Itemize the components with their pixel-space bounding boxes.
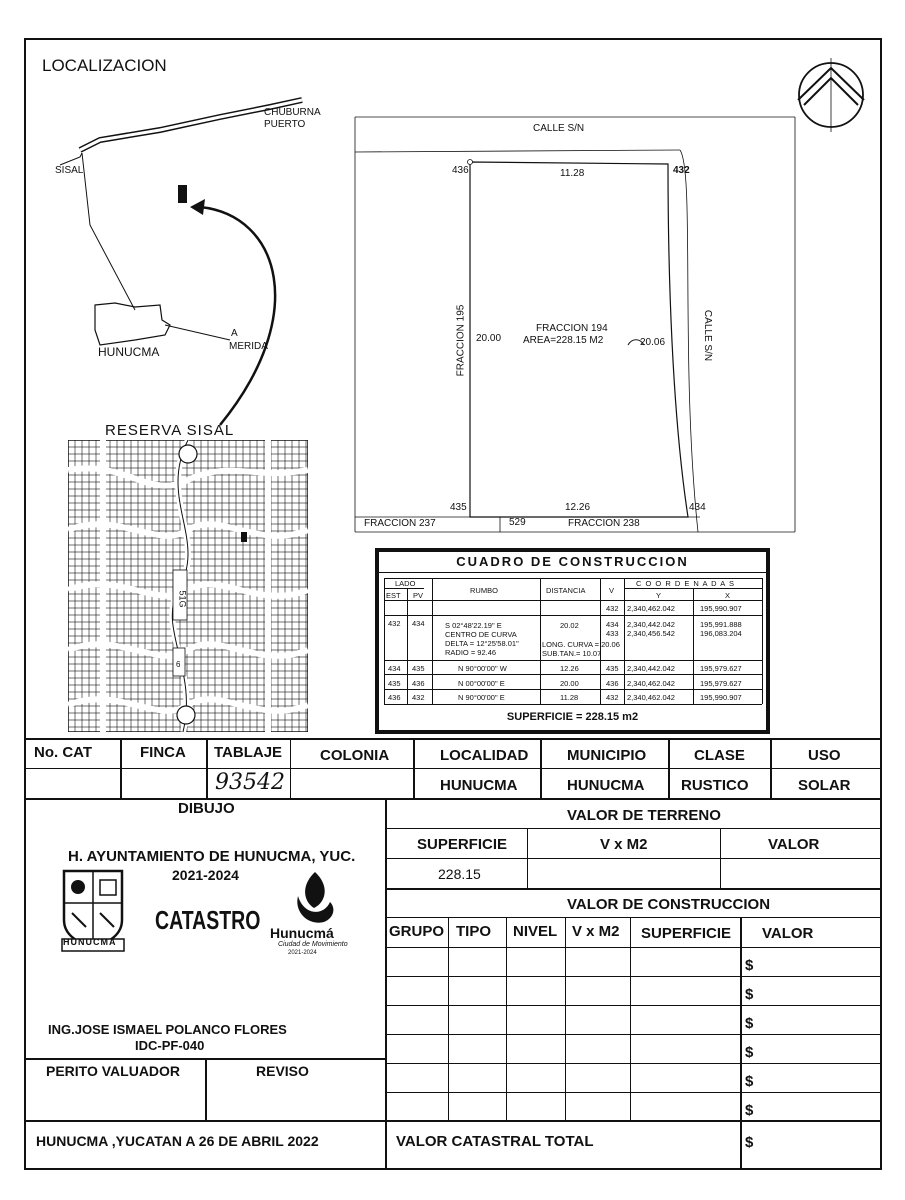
col-lado: LADO [395,579,416,588]
constr-valor-row5: $ [745,1073,754,1090]
col-rumbo: RUMBO [470,586,498,595]
terreno-col-valor: VALOR [768,836,820,853]
r1-dist: 20.02 [560,621,579,630]
ayuntamiento-period: 2021-2024 [172,867,239,883]
cuadro-superficie: SUPERFICIE = 228.15 m2 [506,711,639,723]
hdr-colonia: COLONIA [320,747,390,764]
label-calle-right: CALLE S/N [702,309,714,362]
cuadro-rule [379,572,766,573]
dim-top: 11.28 [560,168,585,179]
seal-text: HUNUCMA [63,937,117,947]
vertex-434: 434 [689,502,706,513]
label-a: A [231,328,238,339]
r1-x-a: 195,991.888 [700,620,742,629]
r1-pv: 434 [412,619,425,628]
r1-centro: CENTRO DE CURVA [445,630,517,639]
r3-rumbo: N 00°00'00" E [458,679,505,688]
dibujo-title: DIBUJO [178,800,235,817]
hdr-uso: USO [808,747,841,764]
r2-pv: 435 [412,664,425,673]
hdr-tablaje: TABLAJE [214,744,283,761]
valor-terreno-title: VALOR DE TERRENO [567,807,721,824]
r3-dist: 20.00 [560,679,579,688]
hdr-finca: FINCA [140,744,186,761]
hdr-no-cat: No. CAT [34,744,93,761]
engineer-name: ING.JOSE ISMAEL POLANCO FLORES [48,1022,287,1037]
r1-est: 432 [388,619,401,628]
r1-long: LONG. CURVA = 20.06 [542,640,620,649]
label-puerto: PUERTO [264,119,306,130]
terreno-col-vxm2: V x M2 [600,836,648,853]
r3-y: 2,340,462.042 [627,679,675,688]
reserva-subdivision-map [68,440,308,732]
r4-y: 2,340,462.042 [627,693,675,702]
r1-v-a: 434 [606,620,619,629]
label-fraccion-237: FRACCION 237 [364,518,436,529]
r3-pv: 436 [412,679,425,688]
r3-x: 195,979.627 [700,679,742,688]
vertex-435: 435 [450,502,467,513]
reserva-block-label: 51G [177,590,188,608]
city-logo-sub: Ciudad de Movimiento [278,941,348,948]
r4-x: 195,990.907 [700,693,742,702]
label-area: AREA=228.15 M2 [523,335,604,346]
r1-v-b: 433 [606,629,619,638]
catastro-title: CATASTRO [155,905,261,935]
col-pv: PV [413,591,424,600]
constr-col-vxm2: V x M2 [572,923,620,940]
r1-rumbo: S 02°48'22.19" E [445,621,502,630]
r0-x: 195,990.907 [700,604,742,613]
terreno-superficie-value: 228.15 [438,866,481,882]
constr-col-valor: VALOR [762,925,814,942]
r2-est: 434 [388,664,401,673]
dim-left: 20.00 [476,333,502,344]
dim-bottom: 12.26 [565,502,591,513]
vertex-529: 529 [509,517,526,528]
label-sisal: SISAL [55,165,84,176]
col-est: EST [386,591,401,600]
cuadro-title: CUADRO DE CONSTRUCCION [456,554,689,569]
r4-est: 436 [388,693,401,702]
constr-valor-row1: $ [745,957,754,974]
reviso: REVISO [256,1063,309,1079]
hdr-localidad: LOCALIDAD [440,747,529,764]
col-v: V [609,586,615,595]
constr-valor-row2: $ [745,986,754,1003]
north-arrow-icon [792,56,870,134]
col-coordenadas: C O O R D E N A D A S [636,579,735,588]
footer-date: HUNUCMA ,YUCATAN A 26 DE ABRIL 2022 [36,1133,319,1149]
constr-col-nivel: NIVEL [513,923,558,940]
label-reserva-sisal: RESERVA SISAL [105,422,235,439]
label-merida: MERIDA [229,341,268,352]
city-logo-years: 2021-2024 [288,950,317,956]
r1-x-b: 196,083.204 [700,629,742,638]
reserva-block-label-2: 6 [176,660,181,669]
city-logo-text: Hunucmá [270,925,334,941]
valor-catastral-total-label: VALOR CATASTRAL TOTAL [396,1133,594,1150]
hunucma-city-logo-icon [290,868,340,930]
label-hunucma: HUNUCMA [98,345,160,359]
valor-construccion-title: VALOR DE CONSTRUCCION [567,896,771,913]
r0-v: 432 [606,604,619,613]
label-fraccion-238: FRACCION 238 [568,518,640,529]
r1-subtan: SUB.TAN.= 10.07 [542,649,602,658]
r1-radio: RADIO = 92.46 [445,648,497,657]
municipio-value: HUNUCMA [567,777,645,794]
r2-x: 195,979.627 [700,664,742,673]
terreno-col-superficie: SUPERFICIE [417,836,508,853]
location-title: LOCALIZACION [42,56,167,75]
r3-v: 436 [606,679,619,688]
constr-col-grupo: GRUPO [389,923,445,940]
r4-rumbo: N 90°00'00" E [458,693,505,702]
vertex-436: 436 [452,165,469,176]
engineer-id: IDC-PF-040 [135,1038,205,1053]
perito-valuador: PERITO VALUADOR [46,1063,181,1079]
ayuntamiento-title: H. AYUNTAMIENTO DE HUNUCMA, YUC. [68,848,356,865]
vertex-432: 432 [673,165,690,176]
r4-pv: 432 [412,693,425,702]
r2-dist: 12.26 [560,664,579,673]
label-fraccion-194: FRACCION 194 [536,323,608,334]
hdr-clase: CLASE [694,747,745,764]
col-distancia: DISTANCIA [546,586,586,595]
constr-valor-row3: $ [745,1015,754,1032]
constr-valor-row4: $ [745,1044,754,1061]
hdr-municipio: MUNICIPIO [567,747,647,764]
label-fraccion-195: FRACCION 195 [455,304,467,377]
clase-value: RUSTICO [681,777,749,794]
uso-value: SOLAR [798,777,851,794]
tablaje-value: 93542 [215,770,285,795]
col-y: Y [656,591,662,600]
label-chuburna: CHUBURNA [264,107,321,118]
r4-v: 432 [606,693,619,702]
r1-y-b: 2,340,456.542 [627,629,675,638]
r1-delta: DELTA = 12°25'58.01" [445,639,519,648]
col-x: X [725,591,731,600]
r3-est: 435 [388,679,401,688]
dim-right: 20.06 [640,337,666,348]
r2-rumbo: N 90°00'00" W [458,664,507,673]
r2-y: 2,340,442.042 [627,664,675,673]
constr-col-superficie: SUPERFICIE [641,925,732,942]
r4-dist: 11.28 [560,693,579,702]
constr-valor-row6: $ [745,1102,754,1119]
valor-catastral-total-value: $ [745,1134,754,1151]
localidad-value: HUNUCMA [440,777,518,794]
r0-y: 2,340,462.042 [627,604,675,613]
label-calle-top: CALLE S/N [533,123,585,134]
r2-v: 435 [606,664,619,673]
r1-y-a: 2,340,442.042 [627,620,675,629]
constr-col-tipo: TIPO [456,923,492,940]
